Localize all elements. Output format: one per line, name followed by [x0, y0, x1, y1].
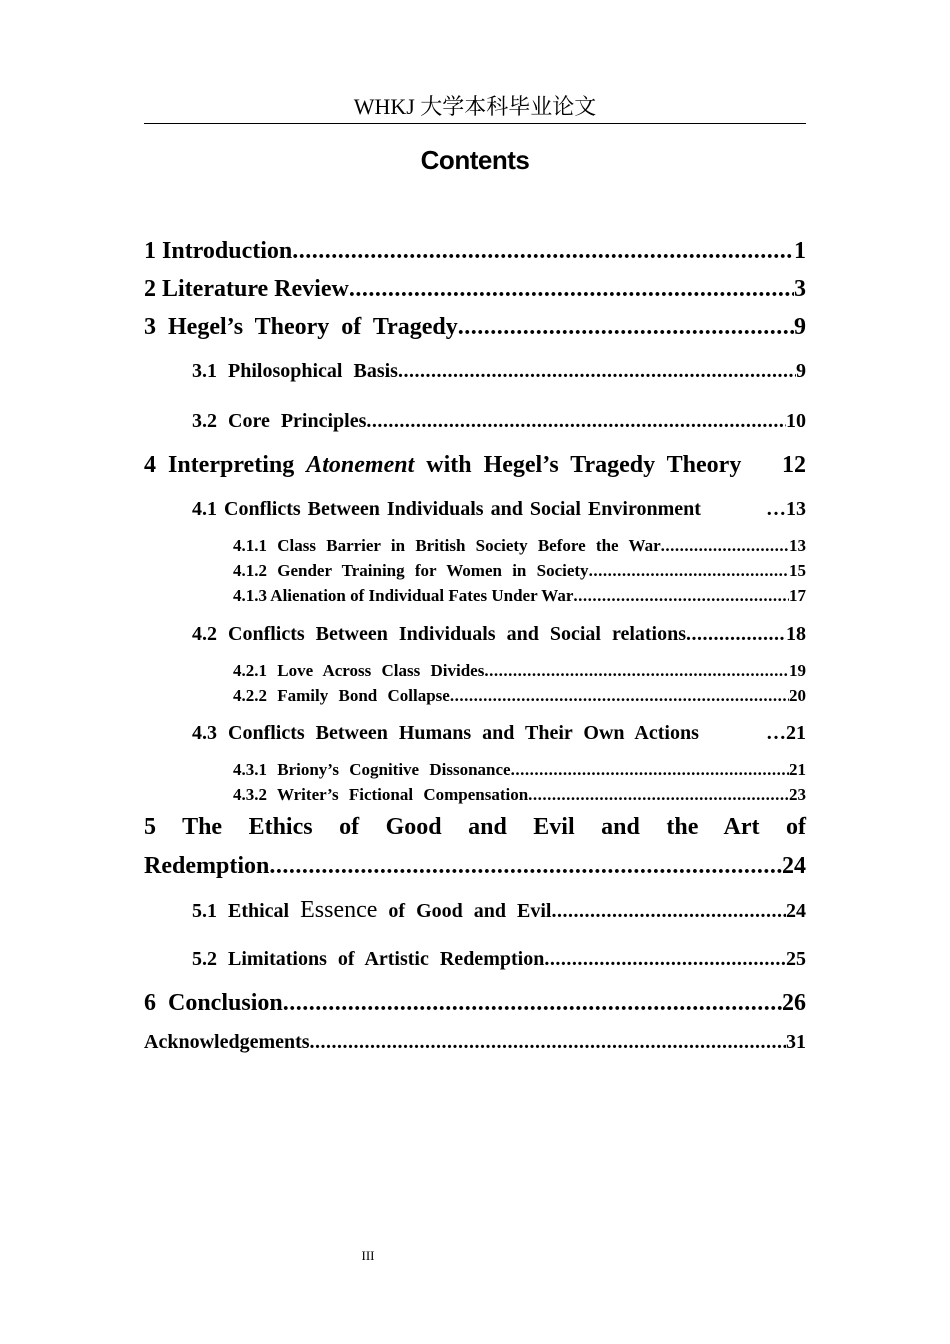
toc-entry-class-barrier[interactable]: [233, 535, 806, 557]
toc-entry-hegels-theory[interactable]: [144, 311, 806, 343]
toc-leader: [292, 235, 794, 267]
toc-entry-interpreting-atonement[interactable]: [144, 449, 806, 481]
toc-page: 26: [782, 990, 806, 1016]
toc-entry-ethics-line2[interactable]: [144, 850, 806, 882]
toc-leader: [458, 311, 794, 343]
toc-label: 3.1 Philosophical Basis: [192, 360, 398, 382]
toc-page: 1: [794, 238, 806, 264]
toc-label: 4.2 Conflicts Between Individuals and Social relations: [192, 623, 687, 645]
toc-entry-philosophical-basis[interactable]: [192, 357, 806, 385]
toc-entry-conflicts-own-actions[interactable]: [192, 719, 806, 747]
toc-page: 3: [794, 276, 806, 302]
toc-entry-conflicts-social-relations[interactable]: [192, 620, 806, 648]
toc-page: 23: [789, 785, 806, 804]
toc-leader: [511, 759, 789, 781]
toc-page: 17: [789, 586, 806, 605]
toc-page: 19: [789, 661, 806, 680]
toc-entry-cognitive-dissonance[interactable]: [233, 759, 806, 781]
toc-leader: [398, 357, 796, 385]
toc-leader: [551, 897, 786, 924]
toc-leader: [661, 535, 789, 557]
toc-label: 3.2 Core Principles: [192, 410, 367, 432]
title-italic: Atonement: [306, 452, 415, 478]
toc-label: 2 Literature Review: [144, 276, 349, 302]
toc-leader: [686, 620, 786, 648]
toc-page: 31: [786, 1031, 806, 1053]
toc-label: 4.1.3 Alienation of Individual Fates Under War: [233, 586, 574, 605]
toc-entry-ethical-essence[interactable]: [192, 896, 806, 924]
running-header: WHKJ 大学本科毕业论文: [353, 94, 597, 119]
toc-label: 4.1 Conflicts Between Individuals and Social Environment: [192, 498, 701, 520]
toc-label: 5.2 Limitations of Artistic Redemption: [192, 948, 545, 970]
toc-entry-ethics-line1[interactable]: 5 The Ethics of Good and Evil and the Art of: [144, 814, 806, 840]
toc-leader: [573, 585, 789, 607]
toc-page: 15: [789, 561, 806, 580]
toc-entry-family-bond[interactable]: [233, 685, 806, 707]
toc-label: 4.3 Conflicts Between Humans and Their Own Actions: [192, 722, 699, 744]
toc-leader: [269, 850, 782, 882]
toc-entry-literature-review[interactable]: [144, 273, 806, 305]
toc-leader: [349, 273, 794, 305]
toc-entry-love-across-class[interactable]: [233, 660, 806, 682]
toc-page: 10: [786, 410, 806, 432]
toc-label: 4.1.1 Class Barrier in British Society Before the War: [233, 536, 661, 555]
toc-label: Redemption: [144, 853, 270, 879]
toc-entry-alienation[interactable]: [233, 585, 806, 607]
header-rule: [144, 123, 806, 124]
toc-entry-conclusion[interactable]: [144, 987, 806, 1019]
toc-page: 21: [786, 722, 806, 744]
toc-leader: [283, 987, 782, 1019]
toc-label: 3 Hegel’s Theory of Tragedy: [144, 314, 458, 340]
toc-page: 21: [789, 760, 806, 779]
toc-page: 13: [786, 498, 806, 520]
toc-entry-core-principles[interactable]: [192, 407, 806, 435]
toc-page: 24: [786, 900, 806, 922]
toc-label: 4.3.1 Briony’s Cognitive Dissonance: [233, 760, 511, 779]
toc-label: 4.1.2 Gender Training for Women in Society: [233, 561, 589, 580]
toc-page: 12: [782, 452, 806, 478]
toc-leader: [484, 660, 789, 682]
toc-leader: [310, 1028, 786, 1056]
toc-page: 24: [782, 853, 806, 879]
toc-label: Acknowledgements: [144, 1031, 310, 1053]
toc-entry-artistic-redemption[interactable]: [192, 945, 806, 973]
toc-leader: [450, 685, 789, 707]
toc-leader: …: [766, 722, 786, 744]
toc-page: 13: [789, 536, 806, 555]
toc-leader: …: [766, 498, 786, 520]
toc-leader: [589, 560, 789, 582]
toc-entry-acknowledgements[interactable]: [144, 1028, 806, 1056]
toc-entry-introduction[interactable]: [144, 235, 806, 267]
toc-page: 20: [789, 686, 806, 705]
toc-entry-gender-training[interactable]: [233, 560, 806, 582]
page-number: III: [361, 1248, 375, 1263]
toc-label: 6 Conclusion: [144, 990, 283, 1016]
toc-entry-fictional-compensation[interactable]: [233, 784, 806, 806]
toc-page: 9: [794, 314, 806, 340]
toc-label: 4.2.1 Love Across Class Divides: [233, 661, 485, 680]
toc-page: 18: [786, 623, 806, 645]
toc-label: 4 Interpreting Atonement with Hegel’s Tragedy Theory: [144, 452, 742, 478]
toc-leader: [366, 407, 786, 435]
toc-page: 25: [786, 948, 806, 970]
toc-entry-conflicts-social-environment[interactable]: [192, 495, 806, 523]
toc-page: 9: [796, 360, 806, 382]
toc-label: 1 Introduction: [144, 238, 293, 264]
toc-leader: [544, 945, 786, 973]
toc-label: 4.2.2 Family Bond Collapse: [233, 686, 450, 705]
toc-label: 4.3.2 Writer’s Fictional Compensation: [233, 785, 529, 804]
contents-title: Contents: [420, 145, 530, 175]
toc-leader: [528, 784, 789, 806]
toc-label: 5.1 Ethical Essence of Good and Evil: [192, 897, 552, 923]
